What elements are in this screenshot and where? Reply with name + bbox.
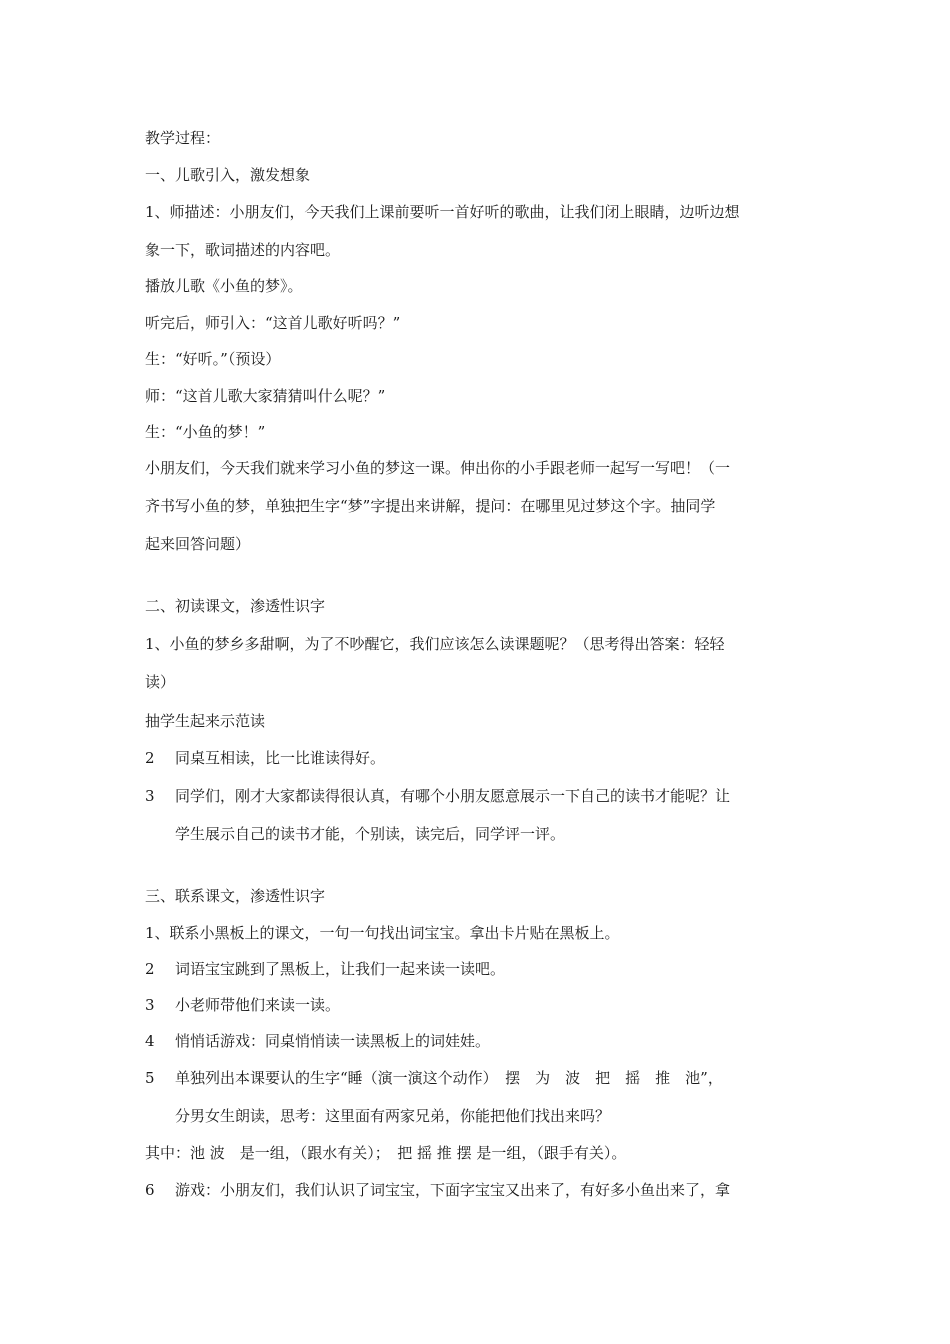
section-2-paragraph-2: 抽学生起来示范读 bbox=[145, 712, 266, 730]
item-text: 游戏：小朋友们，我们认识了词宝宝，下面字宝宝又出来了，有好多小鱼出来了，拿 bbox=[175, 1181, 731, 1199]
section-1-paragraph-3: 听完后，师引入：“这首儿歌好听吗？” bbox=[145, 314, 401, 332]
item-number: 3 bbox=[145, 787, 155, 805]
section-1-paragraph-7a: 小朋友们，今天我们就来学习小鱼的梦这一课。伸出你的小手跟老师一起写一写吧！（一 bbox=[145, 459, 731, 477]
section-2-paragraph-1a: 1、小鱼的梦乡多甜啊，为了不吵醒它，我们应该怎么读课题呢？（思考得出答案：轻轻 bbox=[145, 635, 725, 653]
section-3-group-note: 其中：池 波 是一组，（跟水有关）； 把 摇 推 摆 是一组，（跟手有关）。 bbox=[145, 1144, 627, 1162]
section-2-paragraph-1b: 读） bbox=[145, 673, 176, 691]
section-3-item-2 bbox=[145, 959, 505, 979]
item-number: 5 bbox=[145, 1069, 155, 1087]
section-1-paragraph-2: 播放儿歌《小鱼的梦》。 bbox=[145, 277, 303, 295]
item-number: 6 bbox=[145, 1181, 155, 1199]
section-1-paragraph-4: 生：“好听。”（预设） bbox=[145, 350, 281, 368]
section-1-paragraph-5: 师：“这首儿歌大家猜猜叫什么呢？” bbox=[145, 387, 386, 405]
teaching-process-heading: 教学过程： bbox=[145, 129, 221, 147]
item-number: 2 bbox=[145, 960, 155, 978]
item-number: 2 bbox=[145, 749, 155, 767]
item-number: 4 bbox=[145, 1032, 155, 1050]
section-1-paragraph-1b: 象一下，歌词描述的内容吧。 bbox=[145, 241, 341, 259]
section-2-item-3-continued: 学生展示自己的读书才能，个别读，读完后，同学评一评。 bbox=[175, 825, 566, 843]
section-2-item-2 bbox=[145, 748, 385, 768]
item-text: 同桌互相读，比一比谁读得好。 bbox=[175, 749, 386, 767]
section-3-paragraph-1: 1、联系小黑板上的课文，一句一句找出词宝宝。拿出卡片贴在黑板上。 bbox=[145, 924, 620, 942]
section-3-title: 三、联系课文，渗透性识字 bbox=[145, 887, 326, 905]
section-3-item-4 bbox=[145, 1031, 490, 1051]
item-text: 词语宝宝跳到了黑板上，让我们一起来读一读吧。 bbox=[175, 960, 506, 978]
section-1-paragraph-7c: 起来回答问题） bbox=[145, 535, 251, 553]
section-2-item-3 bbox=[145, 786, 730, 806]
item-text: 小老师带他们来读一读。 bbox=[175, 996, 341, 1014]
section-2-title: 二、初读课文，渗透性识字 bbox=[145, 597, 326, 615]
item-text: 同学们，刚才大家都读得很认真，有哪个小朋友愿意展示一下自己的读书才能呢？让 bbox=[175, 787, 731, 805]
item-text: 悄悄话游戏：同桌悄悄读一读黑板上的词娃娃。 bbox=[175, 1032, 491, 1050]
section-3-item-6 bbox=[145, 1180, 730, 1200]
section-1-title: 一、儿歌引入，激发想象 bbox=[145, 166, 311, 184]
item-text: 单独列出本课要认的生字“睡（演一演这个动作） 摆 为 波 把 摇 推 池”， bbox=[175, 1069, 723, 1087]
section-1-paragraph-6: 生：“小鱼的梦！” bbox=[145, 423, 266, 441]
section-3-item-5-continued: 分男女生朗读，思考：这里面有两家兄弟，你能把他们找出来吗？ bbox=[175, 1107, 611, 1125]
section-1-paragraph-7b: 齐书写小鱼的梦，单独把生字“梦”字提出来讲解，提问：在哪里见过梦这个字。抽同学 bbox=[145, 497, 716, 515]
section-3-item-5 bbox=[145, 1068, 723, 1088]
section-1-paragraph-1a: 1、师描述：小朋友们，今天我们上课前要听一首好听的歌曲，让我们闭上眼睛，边听边想 bbox=[145, 203, 740, 221]
item-number: 3 bbox=[145, 996, 155, 1014]
section-3-item-3 bbox=[145, 995, 340, 1015]
